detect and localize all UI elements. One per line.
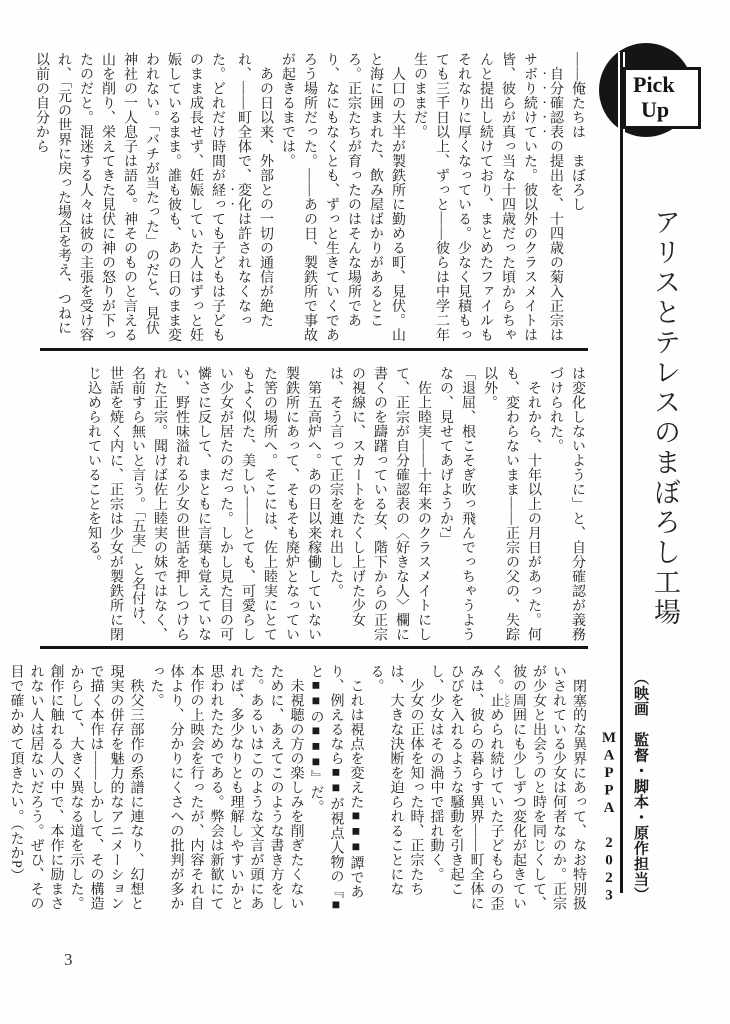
paragraph	[426, 664, 589, 922]
paragraph	[6, 664, 146, 922]
film-credit: （映画 監督・脚本・原作担当）	[632, 670, 648, 903]
text-run: 秩父三部作の系譜に連なり、幻想と現実の併存を魅力的なアニメーションで描く本作は——しかして、その構造からして、大きく異なる道を示した。創作に触れる人の中で、本作に励まされない人は居ないだろう。ぜひ、その目で確かめて頂きたい。（たかP）	[8, 664, 144, 911]
pickup-flag-icon	[623, 67, 701, 129]
text-run: められ続けていた子どもらの歪みは、彼らの暮らす異界——町全体にひびを入れるような騒動を引き起こし、少女はその渦中で揺れ動く。	[428, 664, 504, 911]
studio-year: MAPPA 2023	[601, 730, 617, 905]
article-section-synopsis-1	[34, 52, 588, 344]
paragraph	[146, 664, 306, 922]
paragraph	[478, 366, 544, 642]
paragraph	[324, 366, 434, 642]
emphasized-text: 自分確認表	[548, 66, 563, 139]
text-run: これは視点を変えた■■■譚であり、例えるなら■■が視点人物の『■と■■の■■■』だ。	[308, 664, 364, 914]
text-run: 「退屈、根こそぎ吹っ飛んでっちゃうようなの、見せてあげようか?」	[438, 366, 475, 642]
paragraph	[82, 366, 324, 642]
article-title: アリスとテレスのまぼろし工場	[650, 208, 680, 628]
text-run: は変化しないように」と、自分確認が義務づけられた。	[548, 366, 585, 642]
paragraph	[544, 366, 588, 642]
text-run: ——俺たちは まぼろし	[570, 52, 585, 212]
pickup-label-line1: Pick	[633, 72, 675, 97]
text-run: 少女の正体を知った時、正宗たちは、大きな決断を迫られることになる。	[368, 664, 424, 896]
text-run: 人口の大半が製鉄所に勤める町、見伏。山と海に囲まれた、飲み屋ばかりがあるところ。正宗たちが育ったのはそんな場所であり、なにもなくとも、ずっと生きていくであろう場所だった。——あの日、製鉄所で事故が起きるまでは。	[280, 52, 405, 342]
text-run: 未視聴の方の楽しみを削ぎたくないために、あえてこのような書き方をした。あるいはこのような文言が頭にあれば、多少なりとも理解しやすいかと思われたためである。弊会は新歓にて本作の上映会を行ったが、内容それ自体より、分かりにくさへの批判が多かった。	[148, 664, 304, 911]
section-divider	[40, 348, 588, 351]
text-run: あの日以来、外部との一切の通信が絶たれ、——町全体で、	[236, 52, 273, 328]
section-divider	[40, 646, 588, 649]
paragraph	[566, 52, 588, 344]
page-number: 3	[64, 950, 73, 969]
article-section-synopsis-2	[40, 366, 588, 642]
flagpole-divider	[618, 52, 625, 893]
paragraph	[366, 664, 426, 922]
text-run: それから、十年以上の月日があった。何も、変わらないまま——正宗の父の、失踪以外。	[482, 366, 541, 642]
paragraph	[408, 52, 566, 344]
text-run: 第五高炉へ。あの日以来稼働していない製鉄所にあって、そもそも廃炉となっていた筈の場所へ。そこには、佐上睦実にとてもよく似た、美しい——とても、可愛らしい少女が居たのだった。しかし見た目の可憐さに反して、まともに言葉も覚えていない、野性味溢れる少女の世話を押しつけられた正宗。聞けば佐上睦実の妹ではなく、名前すら無いと言う。「五実」と名付け、世話を焼く内に、正宗は少女が製鉄所に閉じ込められていることを知る。	[86, 366, 321, 642]
paragraph	[30, 52, 276, 344]
ruby-annotated-text: 止 とど	[488, 693, 511, 708]
article-section-review	[8, 664, 588, 922]
pickup-label-line2: Up	[641, 97, 670, 122]
paragraph	[434, 366, 478, 642]
text-run: は許されなくなった。どれだけ時間が経っても子どもは子どものまま成長せず、妊娠していた人はずっと妊娠しているまま。誰も彼も、あの日のまま変われない。「バチが当たった」のだと、見伏神社の一人息子は語る。神そのものと言える山を削り、栄えてきた見伏に神の怒りが下ったのだと。混迷する人々は彼の主張を受け容れ、「元の世界に戻った場合を考え、つねに以前の自分から	[34, 52, 251, 342]
paragraph	[276, 52, 408, 344]
emphasized-text: 変化	[236, 182, 251, 212]
paragraph	[306, 664, 366, 922]
text-run: 閉塞的な異界にあって、なお特別扱いされている少女は何者なのか。正宗が少女と出会うのと時を同じくして、彼の周囲にも少しずつ変化が起きていく。	[488, 664, 586, 911]
text-run: の提出を、十四歳の菊入正宗はサボり続けていた。彼以外のクラスメイトは皆、彼らが真っ当な十四歳だった頃からちゃんと提出し続けており、まとめたファイルもそれなりに厚くなっている。少なく見積もっても三千日以上、ずっと——彼らは中学二年生のままだ。	[412, 52, 563, 342]
text-run	[548, 52, 563, 67]
text-run: 佐上睦実——十年来のクラスメイトにして、正宗が自分確認表の〈好きな人〉欄に書くのを躊躇っている女、階下からの正宗の視線に、スカートをたくし上げた少女は、そう言って正宗を連れ出した。	[328, 366, 431, 642]
